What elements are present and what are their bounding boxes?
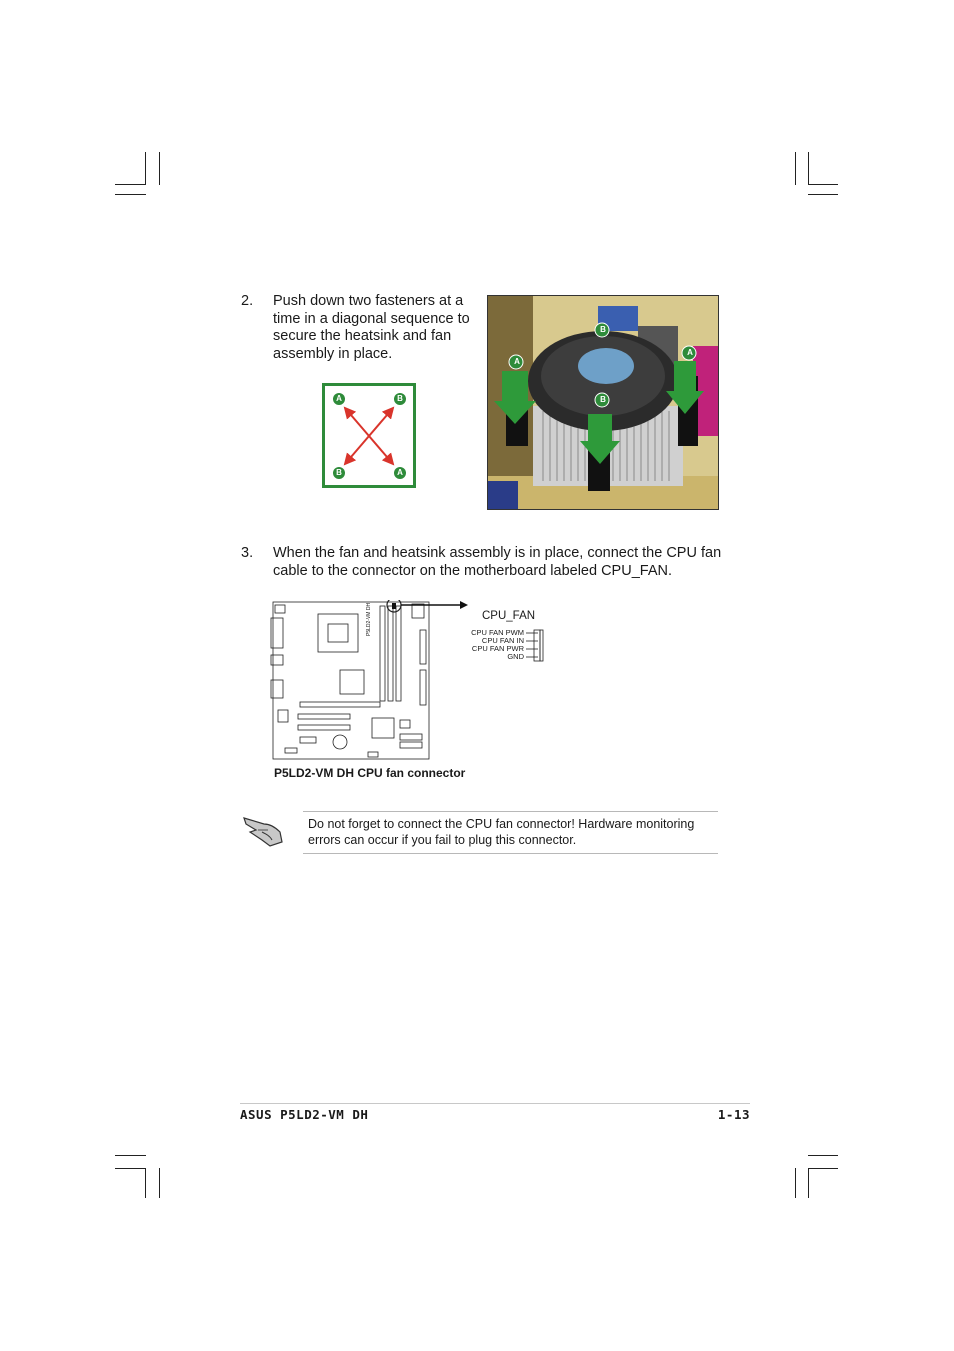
note-bottom-rule — [303, 853, 718, 854]
footer-rule — [240, 1103, 750, 1104]
connector-pins-icon — [526, 629, 546, 665]
page-number: 1-13 — [717, 1107, 750, 1122]
motherboard-layout — [270, 600, 545, 760]
pointing-hand-icon — [242, 810, 286, 848]
step-2-line: Push down two fasteners at a — [273, 293, 464, 309]
photo-badge: A — [687, 348, 693, 357]
cpu-fan-pinout — [444, 629, 544, 665]
note-top-rule — [303, 811, 718, 812]
fastener-sequence-diagram — [322, 383, 416, 488]
photo-badge: B — [600, 395, 606, 404]
board-silkscreen: P5LD2-VM DH — [366, 602, 372, 636]
note-line: Do not forget to connect the CPU fan connector! Hardware monitoring — [308, 817, 695, 831]
step-2-line: time in a diagonal sequence to — [273, 310, 470, 327]
step-2-number: 2. — [241, 293, 254, 309]
step-3-text — [273, 545, 723, 580]
step-2-line: secure the heatsink and fan — [273, 328, 452, 344]
board-caption: P5LD2-VM DH CPU fan connector — [274, 766, 466, 780]
note-line: errors can occur if you fail to plug this connector. — [308, 832, 577, 847]
note-text — [308, 817, 718, 848]
cpu-fan-title: CPU_FAN — [482, 610, 536, 622]
photo-badge: A — [514, 357, 520, 366]
pin-label: CPU FAN IN — [481, 636, 524, 645]
pin-label: CPU FAN PWM — [471, 628, 524, 637]
fastener-label: A — [336, 394, 342, 403]
heatsink-photo — [487, 295, 719, 510]
motherboard-outline-icon — [270, 600, 545, 760]
step-3-line: cable to the connector on the motherboard labeled CPU_FAN. — [273, 562, 672, 579]
pin-label: CPU FAN PWR — [471, 644, 524, 653]
photo-badge: B — [600, 325, 606, 334]
pin-label: GND — [507, 652, 524, 661]
fastener-label: A — [397, 468, 403, 477]
step-3-number: 3. — [241, 545, 254, 561]
step-2-text — [273, 293, 483, 363]
step-2-line: assembly in place. — [273, 345, 393, 362]
step-3-line: When the fan and heatsink assembly is in place, connect the CPU fan — [273, 545, 722, 561]
fastener-label: B — [336, 468, 342, 477]
footer-title: ASUS P5LD2-VM DH — [240, 1107, 369, 1122]
fastener-label: B — [397, 394, 403, 403]
